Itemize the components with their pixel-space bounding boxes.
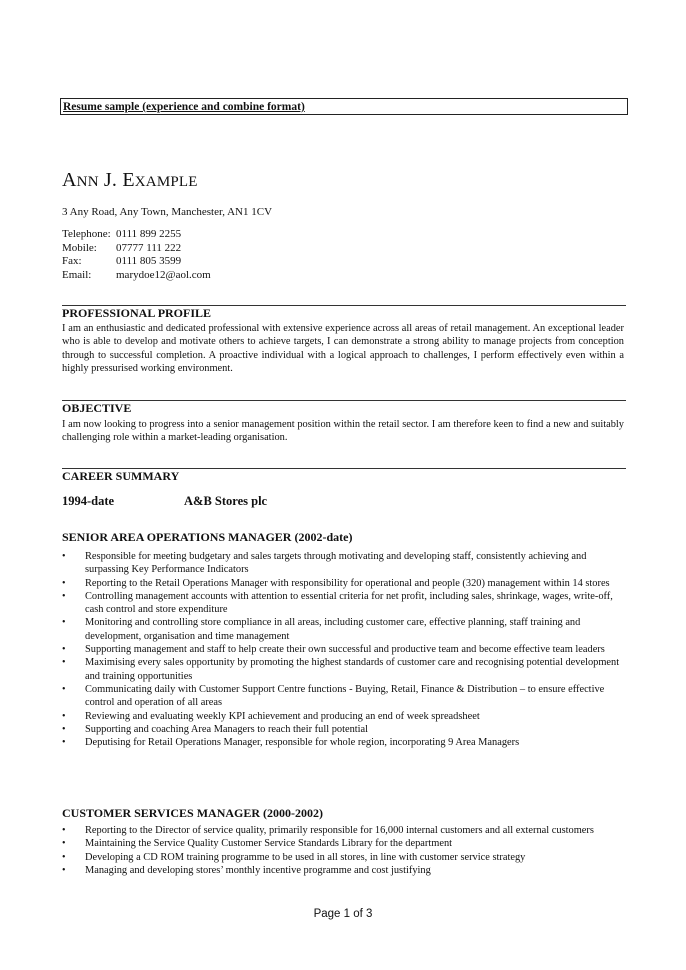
list-item: • Deputising for Retail Operations Manager, responsible for whole region, incorporating 9 Area Managers <box>62 736 624 749</box>
career-heading: CAREER SUMMARY <box>62 468 626 483</box>
contact-details <box>62 228 211 282</box>
list-item: • Controlling management accounts with attention to essential criteria for net profit, including sales, shrinkage, wages, write-off, cash control and store expenditure <box>62 590 624 617</box>
document-title-box <box>60 98 628 115</box>
list-item: • Reviewing and evaluating weekly KPI achievement and producing an end of week spreadsheet <box>62 710 624 723</box>
role-title-customer-services: CUSTOMER SERVICES MANAGER (2000-2002) <box>62 806 324 820</box>
list-item: • Communicating daily with Customer Support Centre functions - Buying, Retail, Finance & Distribution – to ensure effective control and operation of all areas <box>62 683 624 710</box>
contact-row-telephone: Telephone: 0111 899 2255 <box>62 228 182 240</box>
contact-row-mobile: Mobile: 07777 111 222 <box>62 241 182 254</box>
list-item: • Reporting to the Director of service quality, primarily responsible for 16,000 internal customers and all external customers <box>62 824 624 837</box>
contact-row-email: Email: marydoe12@aol.com <box>62 268 211 281</box>
page-number: Page 1 of 3 <box>313 908 373 920</box>
role-bullets-senior-area-ops <box>62 550 624 749</box>
employment-period: 1994-date <box>62 494 115 508</box>
candidate-name: ANN J. EXAMPLE <box>62 169 198 191</box>
profile-heading: PROFESSIONAL PROFILE <box>62 305 626 320</box>
address: 3 Any Road, Any Town, Manchester, AN1 1CV <box>62 206 273 218</box>
list-item: • Developing a CD ROM training programme to be used in all stores, in line with customer service strategy <box>62 851 624 864</box>
contact-row-fax: Fax: 0111 805 3599 <box>62 255 182 267</box>
profile-text: I am an enthusiastic and dedicated professional with extensive experience across all areas of retail management. An exceptional leader who is able to develop and motivate others to achieve targets, I can demonstrate a strong ability to manage projects from conception through to successful completion. A proactive individual with a logical approach to challenges, I perform effectively even within a highly pressurised working environment. <box>62 323 624 375</box>
list-item: • Maintaining the Service Quality Customer Service Standards Library for the department <box>62 837 624 850</box>
employer-line <box>62 494 268 509</box>
list-item: • Supporting management and staff to help create their own successful and productive team and become effective team leaders <box>62 643 624 656</box>
employer-name: A&B Stores plc <box>184 494 268 508</box>
list-item: • Responsible for meeting budgetary and sales targets through motivating and developing staff, consistently achieving and surpassing Key Performance Indicators <box>62 550 624 577</box>
objective-text: I am now looking to progress into a senior management position within the retail sector. I am therefore keen to find a new and suitably challenging role within a market-leading organisation. <box>62 419 624 444</box>
list-item: • Supporting and coaching Area Managers to reach their full potential <box>62 723 624 736</box>
list-item: • Managing and developing stores’ monthly incentive programme and cost justifying <box>62 864 624 877</box>
role-bullets-customer-services <box>62 824 624 877</box>
document-title: Resume sample (experience and combine format) <box>63 101 305 113</box>
list-item: • Reporting to the Retail Operations Manager with responsibility for operational and people (320) management within 14 stores <box>62 577 624 590</box>
list-item: • Monitoring and controlling store compliance in all areas, including customer care, effective planning, staff training and development, organisation and time management <box>62 616 624 643</box>
list-item: • Maximising every sales opportunity by promoting the highest standards of customer care and recognising potential development and training opportunities <box>62 656 624 683</box>
role-title-senior-area-ops: SENIOR AREA OPERATIONS MANAGER (2002-date) <box>62 530 353 544</box>
objective-heading: OBJECTIVE <box>62 400 626 415</box>
